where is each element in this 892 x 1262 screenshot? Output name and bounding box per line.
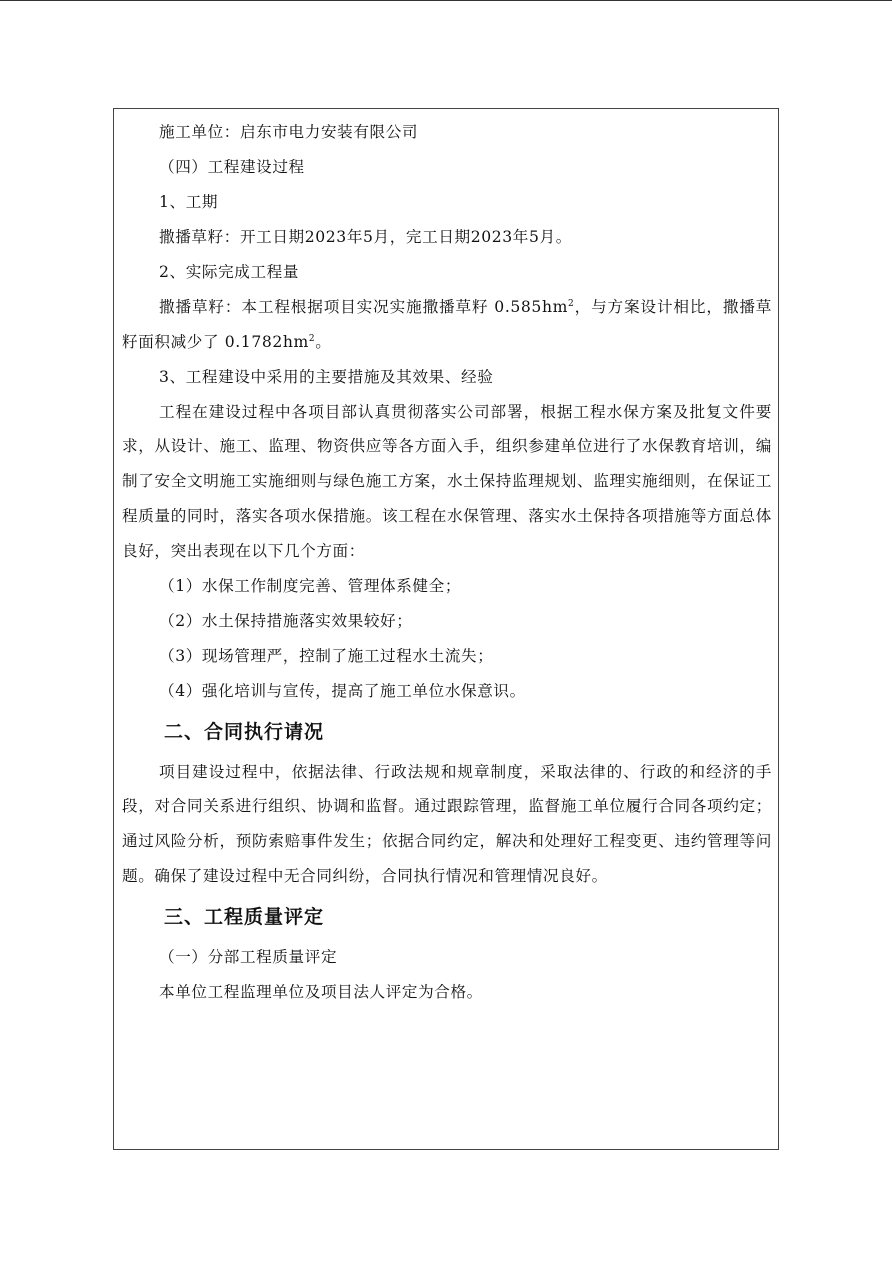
section4-title: （四）工程建设过程 xyxy=(159,158,305,176)
sub1-title: （一）分部工程质量评定 xyxy=(159,947,338,966)
document-content xyxy=(114,115,780,1010)
point-2: （2）水土保持措施落实效果较好； xyxy=(159,611,413,630)
document-frame xyxy=(113,108,779,1150)
point-4: （4）强化培训与宣传，提高了施工单位水保意识。 xyxy=(159,681,526,700)
item2-text-part-a: 撒播草籽：本工程根据项目实况实施撒播草籽 0.585hm xyxy=(159,298,568,316)
item3-text: 工程在建设过程中各项目部认真贯彻落实公司部署，根据工程水保方案及批复文件要求，从设计、施工、监理、物资供应等各方面入手，组织参建单位进行了水保教育培训，编制了安全文明施工实施细则与绿色施工方案，水土保持监理规划、监理实施细则，在保证工程质量的同时，落实各项水保措施。该工程在水保管理、落实水土保持各项措施等方面总体良好，突出表现在以下几个方面： xyxy=(122,402,772,560)
item1-title: 1、工期 xyxy=(159,193,219,211)
section-heading-quality: 三、工程质量评定 xyxy=(164,905,325,928)
contract-text: 项目建设过程中，依据法律、行政法规和规章制度，采取法律的、行政的和经济的手段，对合同关系进行组织、协调和监督。通过跟踪管理，监督施工单位履行合同各项约定；通过风险分析，预防索赔事件发生；依据合同约定，解决和处理好工程变更、违约管理等问题。确保了建设过程中无合同纠纷，合同执行情况和管理情况良好。 xyxy=(122,762,772,885)
item3-title: 3、工程建设中采用的主要措施及其效果、经验 xyxy=(159,367,494,386)
unit-superscript: 2 xyxy=(308,333,316,344)
unit-superscript: 2 xyxy=(567,298,575,309)
point-3: （3）现场管理严，控制了施工过程水土流失； xyxy=(159,646,494,665)
page-top-rule xyxy=(0,0,892,1)
point-1: （1）水保工作制度完善、管理体系健全； xyxy=(159,576,462,595)
section-heading-contract: 二、合同执行请况 xyxy=(164,720,325,743)
sub1-text: 本单位工程监理单位及项目法人评定为合格。 xyxy=(159,982,483,1001)
item2-title: 2、实际完成工程量 xyxy=(159,263,300,281)
contractor-line: 施工单位：启东市电力安装有限公司 xyxy=(159,123,419,141)
item2-text-part-b: ，与方案设计相比，撒播草籽面积减少了 0.1782hm xyxy=(122,298,772,351)
item1-text: 撒播草籽：开工日期2023年5月，完工日期2023年5月。 xyxy=(159,228,572,246)
item2-text xyxy=(122,290,772,360)
item2-text-part-c: 。 xyxy=(315,332,332,351)
